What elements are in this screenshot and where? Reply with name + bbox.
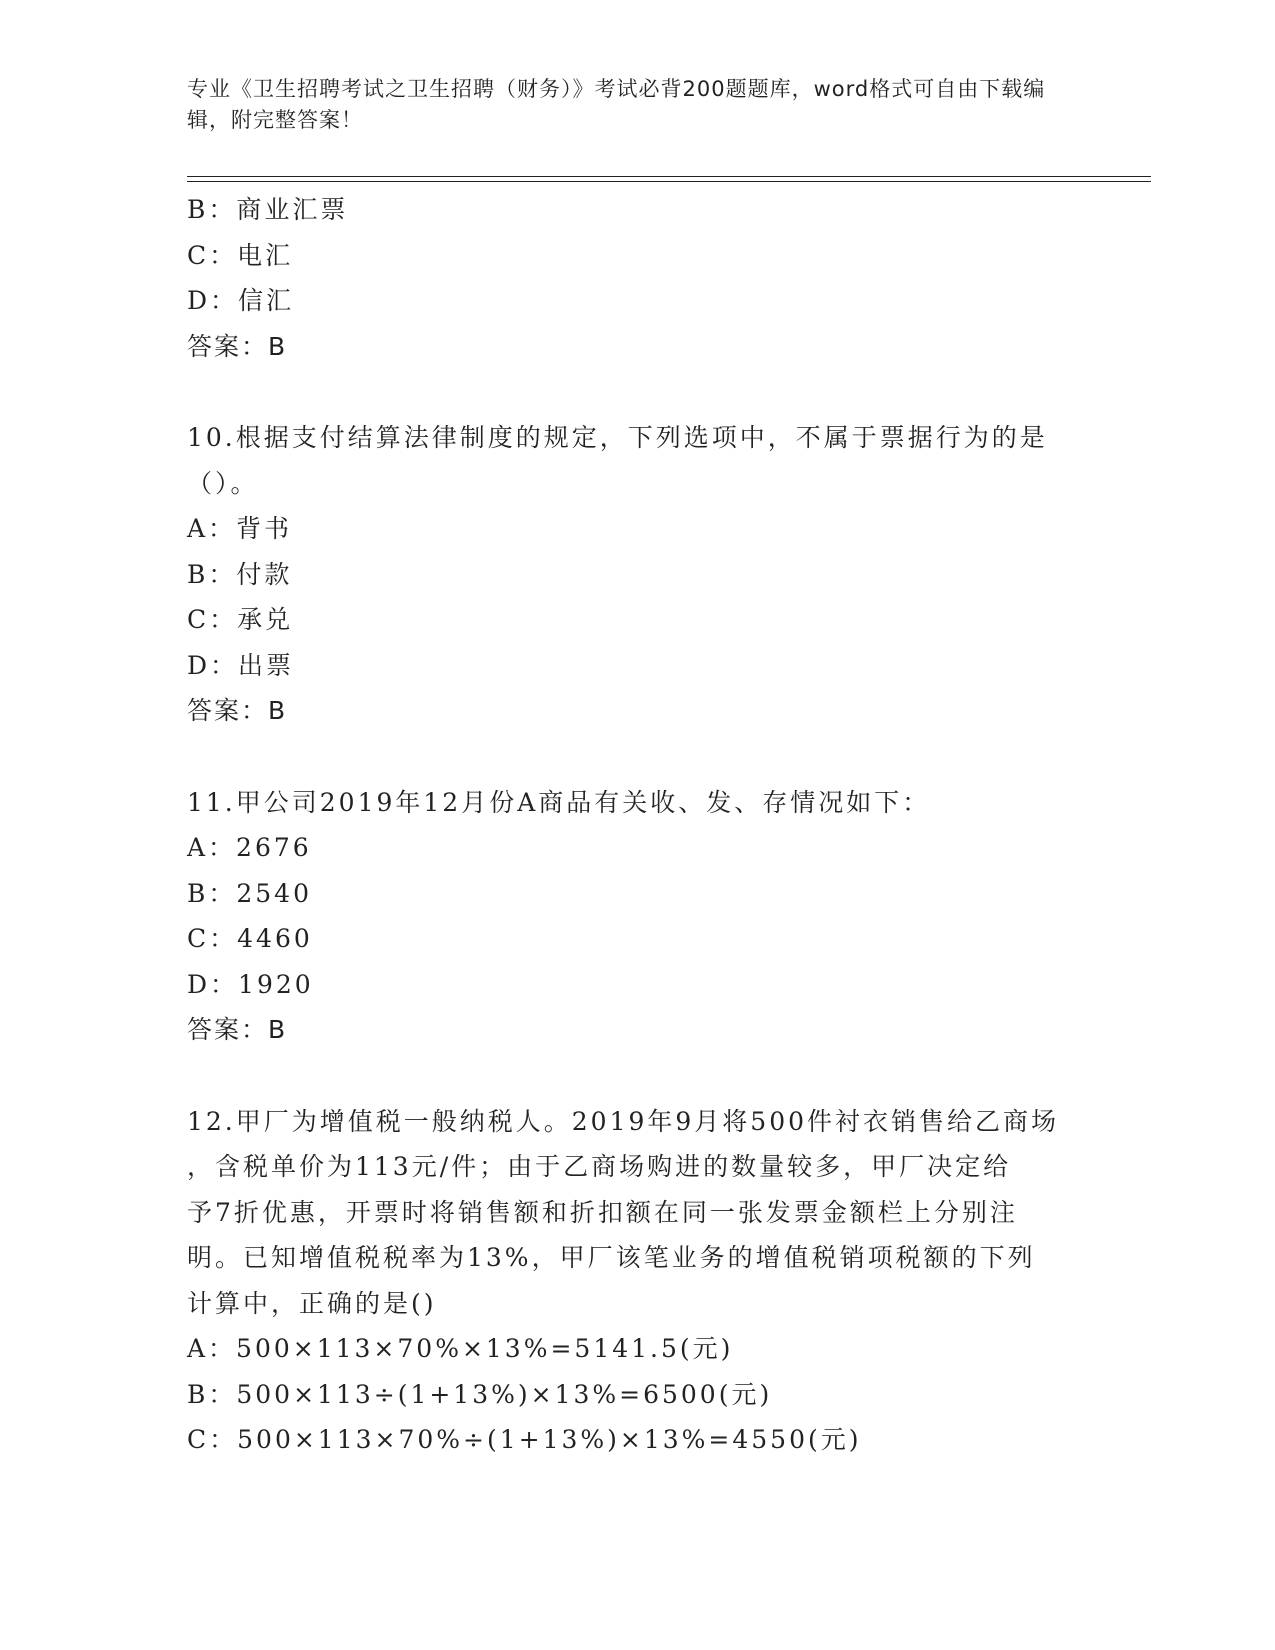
question-11 xyxy=(187,780,1087,1053)
spacer xyxy=(187,1053,1087,1099)
header-divider-top xyxy=(187,176,1151,177)
answer: 答案：B xyxy=(187,331,288,361)
option-c: C：500×113×70%÷(1+13%)×13%=4550(元) xyxy=(187,1425,862,1454)
option-a: A：2676 xyxy=(187,833,312,862)
question-text: 11.甲公司2019年12月份A商品有关收、发、存情况如下： xyxy=(187,787,931,817)
option-d: D：1920 xyxy=(187,969,314,999)
question-content xyxy=(187,187,1087,1463)
option-b: B：2540 xyxy=(187,878,312,908)
option-a: A：背书 xyxy=(187,514,293,543)
question-text-line-3: 予7折优惠，开票时将销售额和折扣额在同一张发票金额栏上分别注 xyxy=(187,1197,1018,1227)
option-b: B：500×113÷(1+13%)×13%=6500(元) xyxy=(187,1379,773,1409)
option-b: B：付款 xyxy=(187,559,293,589)
question-10 xyxy=(187,415,1087,734)
document-header xyxy=(187,74,1067,136)
option-a: A：500×113×70%×13%=5141.5(元) xyxy=(187,1334,734,1363)
option-c: C：电汇 xyxy=(187,240,294,270)
answer: 答案：B xyxy=(187,696,288,725)
question-12 xyxy=(187,1099,1087,1463)
question-text-cont: （）。 xyxy=(187,468,259,498)
spacer xyxy=(187,369,1087,415)
question-text-line-2: ，含税单价为113元/件；由于乙商场购进的数量较多，甲厂决定给 xyxy=(187,1152,1012,1181)
option-d: D：出票 xyxy=(187,650,295,680)
header-divider-bottom xyxy=(187,181,1151,182)
question-text-line-4: 明。已知增值税税率为13%，甲厂该笔业务的增值税销项税额的下列 xyxy=(187,1243,1036,1272)
header-title: 专业《卫生招聘考试之卫生招聘（财务）》考试必背200题题库，word格式可自由下载编辑，附完整答案！ xyxy=(187,77,1046,132)
question-9 xyxy=(187,187,1087,369)
option-b: B：商业汇票 xyxy=(187,195,349,224)
spacer xyxy=(187,734,1087,780)
question-text: 10.根据支付结算法律制度的规定，下列选项中，不属于票据行为的是 xyxy=(187,423,1048,452)
question-text-line-5: 计算中，正确的是() xyxy=(187,1288,437,1318)
option-d: D：信汇 xyxy=(187,286,295,315)
option-c: C：4460 xyxy=(187,924,313,953)
answer: 答案：B xyxy=(187,1015,288,1044)
question-text-line-1: 12.甲厂为增值税一般纳税人。2019年9月将500件衬衣销售给乙商场 xyxy=(187,1106,1060,1136)
option-c: C：承兑 xyxy=(187,605,294,634)
